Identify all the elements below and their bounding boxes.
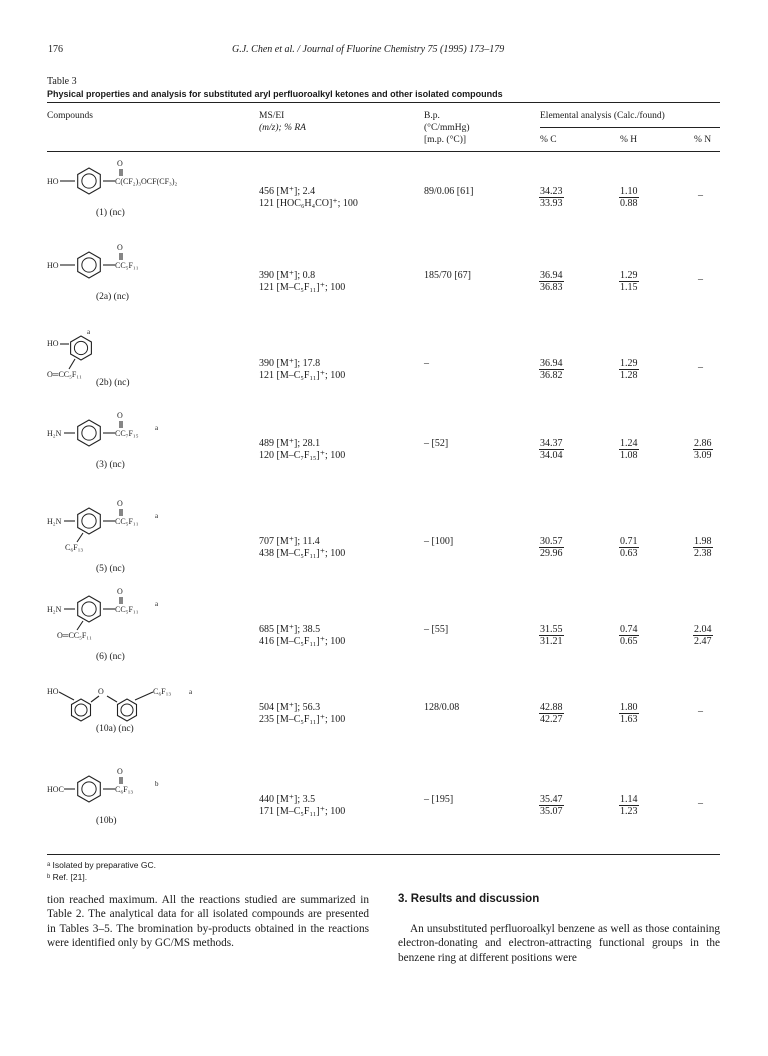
substituent-label: H₂N (47, 605, 62, 614)
chemical-structure (47, 242, 252, 304)
carbon-analysis (539, 702, 564, 725)
carbon-analysis (539, 536, 564, 559)
hydrogen-analysis (619, 186, 639, 209)
hydrogen-analysis-calc: 1.14 (620, 794, 638, 805)
col-header-h: % H (620, 135, 638, 145)
hydrogen-analysis-found: 1.28 (620, 370, 638, 381)
carbonyl-oxygen-label: O (117, 587, 123, 596)
ms-molecular-ion: 390 [M⁺]; 17.8 (259, 358, 321, 369)
carbon-analysis-calc: 35.47 (540, 794, 563, 805)
ether-oxygen-label: O (98, 687, 104, 696)
benzene-ring-icon (78, 420, 101, 446)
carbon-analysis (539, 186, 564, 209)
aromatic-circle-icon (82, 514, 96, 528)
col-header-bp-units: (°C/mmHg) (424, 123, 470, 133)
substituent-label: HO (47, 177, 59, 186)
benzene-ring-icon (78, 252, 101, 278)
aromatic-circle-icon (82, 174, 96, 188)
nitrogen-analysis-found: 2.47 (694, 636, 712, 647)
hydrogen-analysis-found: 1.63 (620, 714, 638, 725)
structure-drawing (47, 158, 252, 220)
perfluoroalkyl-label: C₆F₁₃ (153, 687, 172, 696)
ms-fragment: 438 [M–C₅F₁₁]⁺; 100 (259, 548, 346, 559)
hydrogen-analysis-found: 1.23 (620, 806, 638, 817)
hydrogen-analysis-calc: 1.24 (620, 438, 638, 449)
nitrogen-analysis-found: 3.09 (694, 450, 712, 461)
footnote-a: ᵃ Isolated by preparative GC. (47, 860, 156, 870)
nitrogen-analysis-calc: 2.04 (694, 624, 712, 635)
carbon-analysis-calc: 34.37 (540, 438, 563, 449)
left-column-paragraph: tion reached maximum. All the reactions studied are summarized in Table 2. The analytical data for all isolated compounds are presented in Tables 3–5. The bromination by-products obtained in the reactions were identified only by GC/MS methods. (47, 894, 369, 950)
footnote-marker: a (189, 688, 193, 696)
col-header-mp: [m.p. (°C)] (424, 135, 467, 145)
right-column-paragraph: An unsubstituted perfluoroalkyl benzene as well as those containing electron-donating and electron-attracting functional groups in the benzene ring at different positions were (398, 923, 720, 964)
hydrogen-analysis-calc: 1.80 (620, 702, 638, 713)
structure-drawing (47, 242, 252, 304)
benzene-ring-icon (118, 699, 137, 721)
carbon-analysis-found: 42.27 (540, 714, 563, 725)
ms-fragment: 121 [HOC₆H₄CO]⁺; 100 (259, 198, 358, 209)
perfluoroalkyl-label: C₆F₁₃ (115, 785, 134, 794)
carbon-analysis-calc: 31.55 (540, 624, 563, 635)
col-header-elemental: Elemental analysis (Calc./found) (540, 111, 665, 121)
nitrogen-analysis-na: – (698, 362, 703, 373)
nitrogen-analysis-found: 2.38 (694, 548, 712, 559)
carbon-analysis (539, 270, 564, 293)
footnote-b: ᵇ Ref. [21]. (47, 872, 88, 882)
boiling-point: 185/70 [67] (424, 270, 471, 281)
hydrogen-analysis (619, 794, 639, 817)
carbonyl-oxygen-label: O (117, 767, 123, 776)
chemical-structure (47, 498, 252, 560)
compound-label: (2b) (nc) (96, 378, 130, 388)
aromatic-circle-icon (82, 602, 96, 616)
ms-fragment: 171 [M–C₅F₁₁]⁺; 100 (259, 806, 346, 817)
ms-molecular-ion: 390 [M⁺]; 0.8 (259, 270, 316, 281)
nitrogen-analysis-na: – (698, 274, 703, 285)
compound-label: (10a) (nc) (96, 724, 134, 734)
carbonyl-oxygen-label: O (117, 499, 123, 508)
aromatic-circle-icon (74, 341, 87, 354)
aromatic-circle-icon (82, 258, 96, 272)
hydrogen-analysis-found: 0.88 (620, 198, 638, 209)
carbon-analysis-calc: 34.23 (540, 186, 563, 197)
hydrogen-analysis (619, 536, 639, 559)
carbon-analysis-calc: 36.94 (540, 270, 563, 281)
ms-molecular-ion: 456 [M⁺]; 2.4 (259, 186, 316, 197)
nitrogen-analysis-na: – (698, 798, 703, 809)
ms-molecular-ion: 685 [M⁺]; 38.5 (259, 624, 321, 635)
chemical-structure (47, 410, 252, 472)
footnote-marker: a (155, 512, 159, 520)
table-number: Table 3 (47, 76, 77, 87)
compound-label: (2a) (nc) (96, 292, 129, 302)
nitrogen-analysis-calc: 1.98 (694, 536, 712, 547)
carbon-analysis-calc: 42.88 (540, 702, 563, 713)
chemical-structure (47, 674, 252, 736)
hydrogen-analysis-found: 1.15 (620, 282, 638, 293)
page-number: 176 (48, 44, 63, 55)
nitrogen-analysis (693, 438, 713, 461)
boiling-point: – [55] (424, 624, 449, 635)
aromatic-circle-icon (75, 704, 87, 716)
bond-line (91, 696, 99, 702)
ms-fragment: 121 [M–C₅F₁₁]⁺; 100 (259, 282, 346, 293)
ms-molecular-ion: 707 [M⁺]; 11.4 (259, 536, 320, 547)
carbon-analysis (539, 794, 564, 817)
perfluoroalkyl-label: CC₇F₁₅ (115, 429, 139, 438)
ms-molecular-ion: 440 [M⁺]; 3.5 (259, 794, 316, 805)
table-header-rule (47, 151, 720, 152)
chemical-structure (47, 158, 252, 220)
aromatic-circle-icon (82, 782, 96, 796)
structure-drawing (47, 320, 252, 382)
hydrogen-analysis (619, 358, 639, 381)
chemical-structure (47, 766, 252, 828)
carbon-analysis-found: 36.82 (540, 370, 563, 381)
running-header: G.J. Chen et al. / Journal of Fluorine Chemistry 75 (1995) 173–179 (232, 44, 505, 55)
ms-fragment: 235 [M–C₅F₁₁]⁺; 100 (259, 714, 346, 725)
perfluoroalkyl-label: C(CF₂)₃OCF(CF₃)₂ (115, 177, 178, 186)
carbon-analysis-found: 33.93 (540, 198, 563, 209)
ms-fragment: 120 [M–C₇F₁₅]⁺; 100 (259, 450, 346, 461)
ms-fragment: 416 [M–C₅F₁₁]⁺; 100 (259, 636, 346, 647)
carbon-analysis-found: 29.96 (540, 548, 563, 559)
hydrogen-analysis-found: 0.65 (620, 636, 638, 647)
perfluoroalkyl-label: CC₅F₁₁ (115, 517, 139, 526)
nitrogen-analysis (693, 624, 713, 647)
substituent-label: HO (47, 687, 59, 696)
benzene-ring-icon (78, 776, 101, 802)
boiling-point: – [100] (424, 536, 454, 547)
carbon-analysis-found: 31.21 (540, 636, 563, 647)
chemical-structure (47, 320, 252, 382)
col-header-n: % N (694, 135, 712, 145)
structure-drawing (47, 410, 252, 472)
structure-drawing (47, 586, 252, 648)
col-header-ms-units: (m/z); % RA (259, 123, 306, 133)
hydrogen-analysis (619, 270, 639, 293)
bond-line (135, 692, 153, 700)
compound-label: (10b) (96, 816, 117, 826)
ms-molecular-ion: 489 [M⁺]; 28.1 (259, 438, 321, 449)
carbon-analysis (539, 438, 564, 461)
hydrogen-analysis (619, 438, 639, 461)
ms-fragment: 121 [M–C₅F₁₁]⁺; 100 (259, 370, 346, 381)
compound-label: (1) (nc) (96, 208, 125, 218)
bond-line (59, 692, 74, 700)
bond-line (69, 359, 75, 369)
boiling-point: 89/0.06 [61] (424, 186, 474, 197)
hydrogen-analysis (619, 624, 639, 647)
carbon-analysis-found: 35.07 (540, 806, 563, 817)
aromatic-circle-icon (121, 704, 133, 716)
boiling-point: – (424, 358, 429, 369)
bond-line (77, 621, 83, 630)
carbonyl-oxygen-label: O (117, 159, 123, 168)
structure-drawing (47, 766, 252, 828)
boiling-point: – [52] (424, 438, 449, 449)
col-header-compounds: Compounds (47, 111, 93, 121)
table-caption: Physical properties and analysis for substituted aryl perfluoroalkyl ketones and other isolated compounds (47, 89, 503, 99)
carbon-analysis-found: 34.04 (540, 450, 563, 461)
carbonyl-oxygen-label: O (117, 411, 123, 420)
substituent-label: H₂N (47, 429, 62, 438)
perfluoroalkyl-label: CC₅F₁₁ (115, 605, 139, 614)
hydrogen-analysis-calc: 0.71 (620, 536, 638, 547)
structure-drawing (47, 498, 252, 560)
benzene-ring-icon (78, 168, 101, 194)
bond-line (77, 533, 83, 542)
substituent-label: HO (47, 339, 59, 348)
substituent-label: H₂N (47, 517, 62, 526)
bond-line (107, 696, 117, 702)
col-header-bp: B.p. (424, 111, 440, 121)
footnote-marker: a (155, 600, 159, 608)
boiling-point: – [195] (424, 794, 454, 805)
footnote-marker: b (155, 780, 159, 788)
hydrogen-analysis-calc: 0.74 (620, 624, 638, 635)
ortho-substituent-label: C₆F₁₃ (65, 543, 84, 552)
col-header-c: % C (540, 135, 557, 145)
benzene-ring-icon (78, 596, 101, 622)
compound-label: (5) (nc) (96, 564, 125, 574)
footnote-marker: a (87, 328, 91, 336)
table-bottom-rule (47, 854, 720, 855)
hydrogen-analysis-found: 1.08 (620, 450, 638, 461)
chemical-structure (47, 586, 252, 648)
ms-molecular-ion: 504 [M⁺]; 56.3 (259, 702, 321, 713)
benzene-ring-icon (78, 508, 101, 534)
nitrogen-analysis-calc: 2.86 (694, 438, 712, 449)
carbon-analysis-calc: 36.94 (540, 358, 563, 369)
table-top-rule (47, 102, 720, 103)
hydrogen-analysis (619, 702, 639, 725)
nitrogen-analysis-na: – (698, 706, 703, 717)
carbon-analysis (539, 358, 564, 381)
compound-label: (3) (nc) (96, 460, 125, 470)
carbon-analysis-calc: 30.57 (540, 536, 563, 547)
hydrogen-analysis-calc: 1.29 (620, 270, 638, 281)
benzene-ring-icon (71, 336, 92, 360)
structure-drawing (47, 674, 252, 736)
ketone-label: O═CC₅F₁₁ (47, 370, 82, 379)
aromatic-circle-icon (82, 426, 96, 440)
elemental-rule (540, 127, 720, 128)
col-header-ms: MS/EI (259, 111, 285, 121)
compound-label: (6) (nc) (96, 652, 125, 662)
carbon-analysis (539, 624, 564, 647)
substituent-label: HO (47, 261, 59, 270)
section-title: 3. Results and discussion (398, 893, 540, 905)
hydrogen-analysis-calc: 1.29 (620, 358, 638, 369)
boiling-point: 128/0.08 (424, 702, 460, 713)
nitrogen-analysis-na: – (698, 190, 703, 201)
hydrogen-analysis-calc: 1.10 (620, 186, 638, 197)
benzene-ring-icon (72, 699, 91, 721)
ortho-substituent-label: O═CC₅F₁₁ (57, 631, 92, 640)
carbon-analysis-found: 36.83 (540, 282, 563, 293)
nitrogen-analysis (693, 536, 713, 559)
footnote-marker: a (155, 424, 159, 432)
substituent-label: HOC (47, 785, 64, 794)
hydrogen-analysis-found: 0.63 (620, 548, 638, 559)
perfluoroalkyl-label: CC₅F₁₁ (115, 261, 139, 270)
carbonyl-oxygen-label: O (117, 243, 123, 252)
